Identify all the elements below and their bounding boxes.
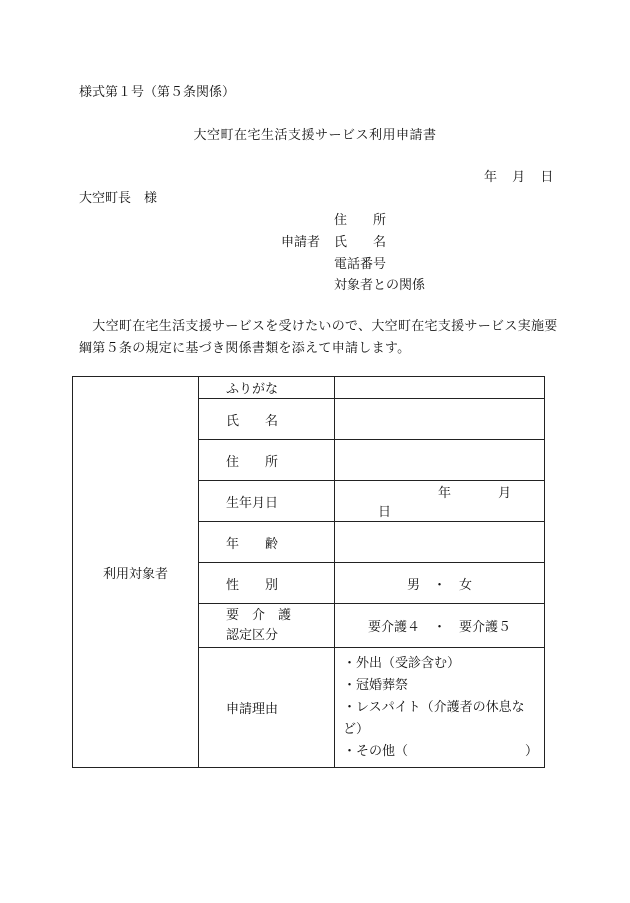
application-statement: 大空町在宅生活支援サービスを受けたいので、大空町在宅支援サービス実施要綱第５条の規定に基づき関係書類を添えて申請します。: [79, 319, 558, 356]
sex-options[interactable]: 男 ・ 女: [335, 563, 545, 604]
reason-label: 申請理由: [199, 648, 335, 768]
reason-option-other[interactable]: ・その他（ ）: [343, 743, 539, 759]
care-level-options[interactable]: 要介護４ ・ 要介護５: [335, 604, 545, 648]
reason-options[interactable]: [335, 648, 545, 768]
birth-day-label: 日: [378, 505, 392, 520]
applicant-address-label: 住 所: [334, 213, 387, 228]
birth-month-label: 月: [498, 486, 512, 501]
address-field[interactable]: [335, 440, 545, 481]
document-title: 大空町在宅生活支援サービス利用申請書: [193, 128, 437, 143]
age-label: 年 齢: [199, 522, 335, 563]
furigana-label: ふりがな: [199, 377, 335, 399]
subject-info-table: [72, 376, 545, 768]
address-label: 住 所: [199, 440, 335, 481]
furigana-field[interactable]: [335, 377, 545, 399]
application-date: [484, 166, 553, 185]
reason-option-ceremony[interactable]: ・冠婚葬祭: [343, 677, 409, 693]
date-day-label: 日: [540, 170, 554, 185]
applicant-label: 申請者: [281, 235, 321, 250]
applicant-relationship-label: 対象者との関係: [334, 278, 426, 293]
birthdate-label: 生年月日: [199, 481, 335, 522]
subject-label: 利用対象者: [73, 377, 199, 768]
birthdate-field[interactable]: [335, 481, 545, 522]
birth-year-label: 年: [438, 486, 452, 501]
name-label: 氏 名: [199, 399, 335, 440]
addressee: 大空町長 様: [79, 191, 158, 206]
name-field[interactable]: [335, 399, 545, 440]
sex-label: 性 別: [199, 563, 335, 604]
age-field[interactable]: [335, 522, 545, 563]
applicant-phone-label: 電話番号: [334, 257, 387, 272]
date-year-label: 年: [484, 170, 498, 185]
care-level-label: [199, 604, 335, 648]
form-number: 様式第１号（第５条関係）: [79, 85, 236, 100]
care-level-label-line2: 認定区分: [226, 627, 279, 643]
applicant-name-label: 氏 名: [334, 235, 387, 250]
reason-option-outing[interactable]: ・外出（受診含む）: [343, 655, 461, 671]
reason-option-respite[interactable]: ・レスパイト（介護者の休息など）: [343, 699, 525, 737]
care-level-label-line1: 要 介 護: [226, 607, 292, 623]
date-month-label: 月: [512, 170, 526, 185]
